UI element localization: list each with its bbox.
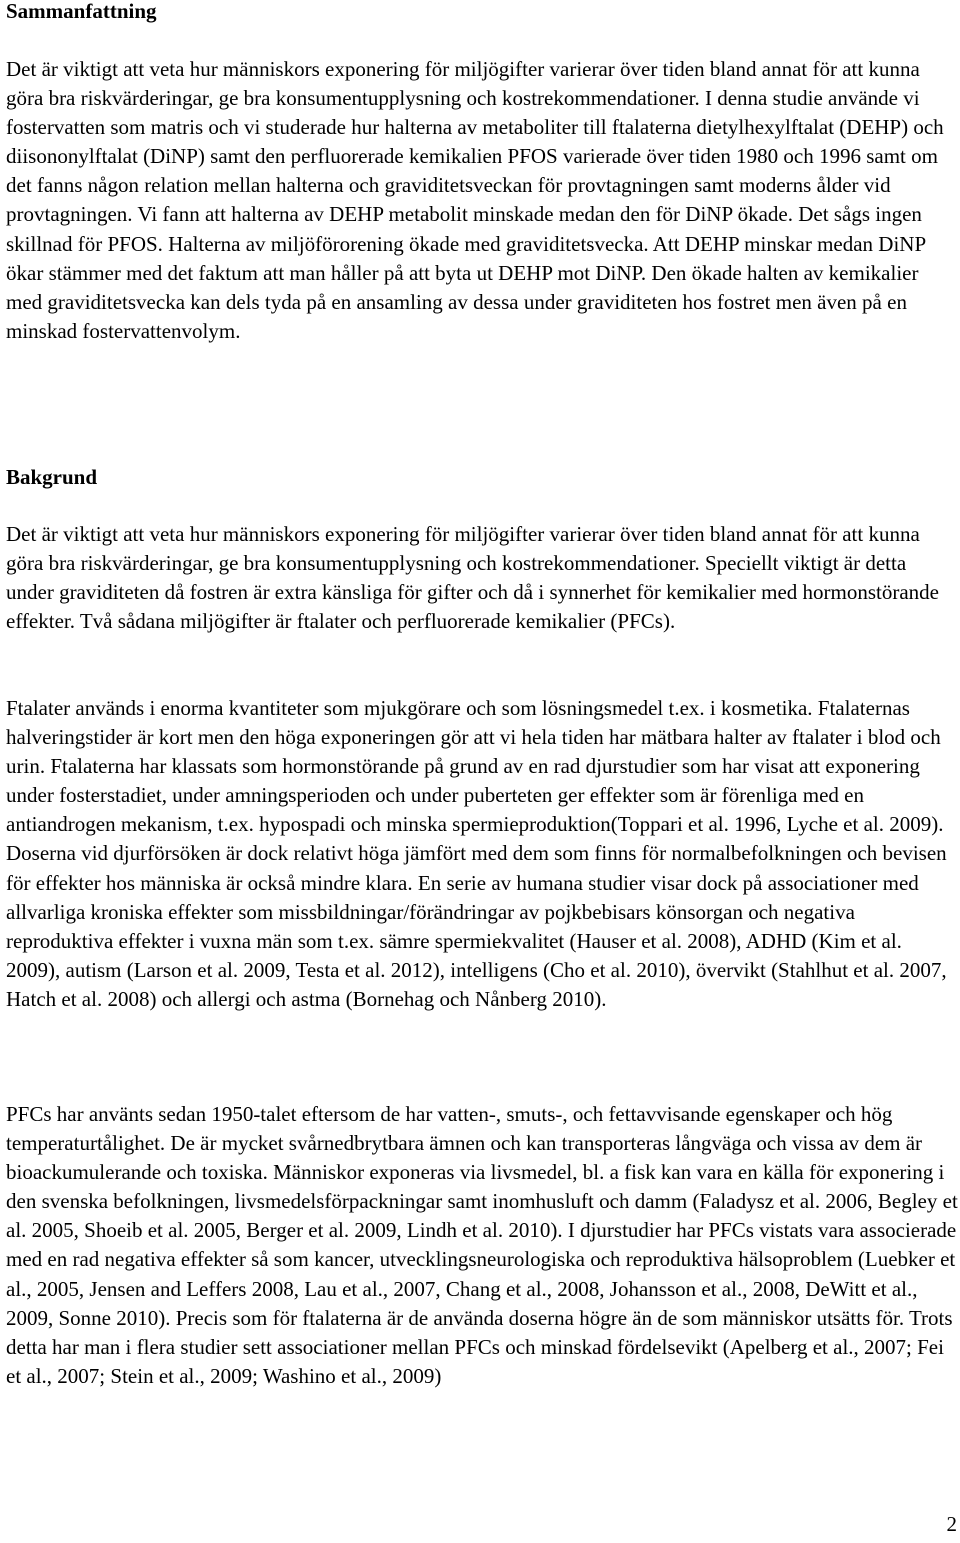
page-number: 2 [946,1512,957,1536]
background-paragraph-1: Det är viktigt att veta hur människors exponering för miljögifter varierar över tiden bland annat för att kunna göra bra riskvärderingar, ge bra konsumentupplysning och kostrekommendationer. Speciellt viktigt är detta under graviditeten då fostren är extra känsliga för gifter och då i synnerhet för kemikalier med hormonstörande effekter. Två sådana miljögifter är ftalater och perfluorerade kemikalier (PFCs). [6,522,939,634]
background-paragraph-3: PFCs har använts sedan 1950-talet eftersom de har vatten-, smuts-, och fettavvisande egenskaper och hög temperaturtålighet. De är mycket svårnedbrytbara ämnen och kan transporteras långväga och vissa av dem är bioackumulerande och toxiska. Människor exponeras via livsmedel, bl. a fisk kan vara en källa för exponering i den svenska befolkningen, livsmedelsförpackningar samt inomhusluft och damm (Faladysz et al. 2006, Begley et al. 2005, Shoeib et al. 2005, Berger et al. 2009, Lindh et al. 2010). I djurstudier har PFCs vistats vara associerade med en rad negativa effekter så som kancer, utvecklingsneurologiska och reproduktiva hälsoproblem (Luebker et al., 2005, Jensen and Leffers 2008, Lau et al., 2007, Chang et al., 2008, Johansson et al., 2008, DeWitt et al., 2009, Sonne 2010). Precis som för ftalaterna är de använda doserna högre än de som människor utsätts för. Trots detta har man i flera studier sett associationer mellan PFCs och minskad fördelsevikt (Apelberg et al., 2007; Fei et al., 2007; Stein et al., 2009; Washino et al., 2009) [6,1102,958,1388]
background-paragraph-2: Ftalater används i enorma kvantiteter som mjukgörare och som lösningsmedel t.ex. i kosmetika. Ftalaternas halveringstider är kort men den höga exponeringen gör att vi hela tiden har mätbara halter av ftalater i blod och urin. Ftalaterna har klassats som hormonstörande på grund av en rad djurstudier som har visat att exponering under fosterstadiet, under amningsperioden och under puberteten ger effekter som är förenliga med en antiandrogen mekanism, t.ex. hypospadi och minska spermieproduktion(Toppari et al. 1996, Lyche et al. 2009). Doserna vid djurförsöken är dock relativt höga jämfört med dem som finns för normalbefolkningen och bevisen för effekter hos människa är också mindre klara. En serie av humana studier visar dock på associationer med allvarliga kroniska effekter som missbildningar/förändringar av pojkbebisars könsorgan och negativa reproduktiva effekter i vuxna män som t.ex. sämre spermiekvalitet (Hauser et al. 2008), ADHD (Kim et al. 2009), autism (Larson et al. 2009, Testa et al. 2012), intelligens (Cho et al. 2010), övervikt (Stahlhut et al. 2007, Hatch et al. 2008) och allergi och astma (Bornehag och Nånberg 2010). [6,696,947,1011]
summary-heading: Sammanfattning [6,0,157,23]
summary-paragraph: Det är viktigt att veta hur människors exponering för miljögifter varierar över tiden bland annat för att kunna göra bra riskvärderingar, ge bra konsumentupplysning och kostrekommendationer. I denna studie använde vi fostervatten som matris och vi studerade hur halterna av metaboliter till ftalaterna dietylhexylftalat (DEHP) och diisononylftalat (DiNP) samt den perfluorerade kemikalien PFOS varierade över tiden 1980 och 1996 samt om det fanns någon relation mellan halterna och graviditetsveckan för provtagningen samt moderns ålder vid provtagningen. Vi fann att halterna av DEHP metabolit minskade medan den för DiNP ökade. Det sågs ingen skillnad för PFOS. Halterna av miljöförorening ökade med graviditetsvecka. Att DEHP minskar medan DiNP ökar stämmer med det faktum att man håller på att byta ut DEHP mot DiNP. Den ökade halten av kemikalier med graviditetsvecka kan dels tyda på en ansamling av dessa under graviditeten hos fostret men även på en minskad fostervattenvolym. [6,57,944,343]
background-heading: Bakgrund [6,465,98,489]
